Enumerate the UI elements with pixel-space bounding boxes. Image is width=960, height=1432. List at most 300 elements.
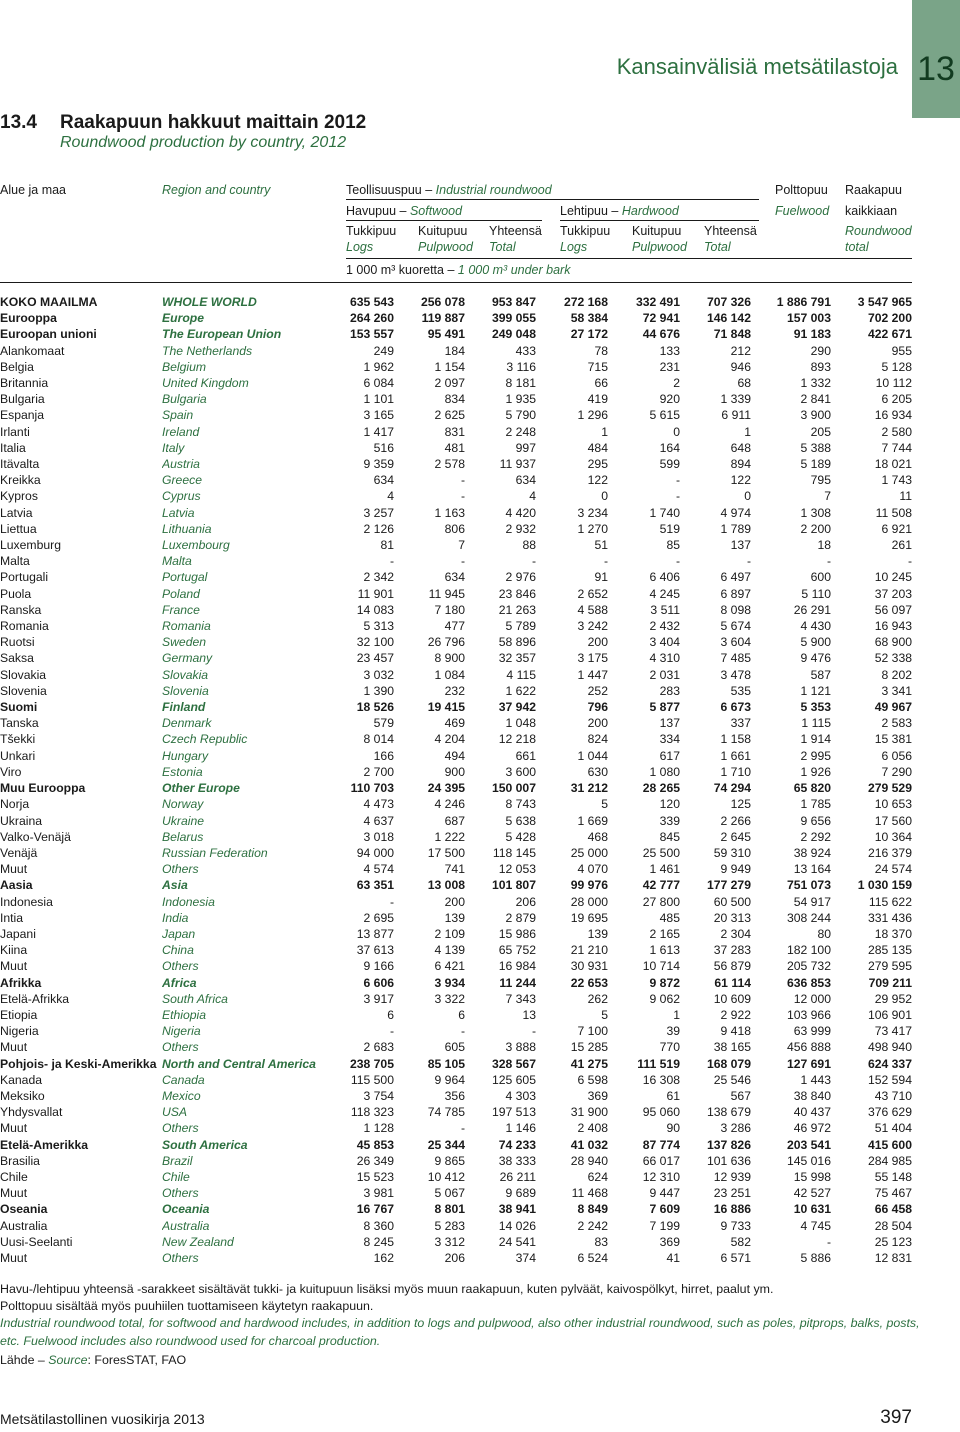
row-value: 900 — [444, 764, 465, 779]
row-value: 26 796 — [427, 635, 465, 650]
row-value: 177 279 — [706, 878, 751, 893]
row-value: 0 — [744, 489, 751, 504]
row-value: 1 926 — [800, 764, 831, 779]
row-value: 279 595 — [867, 959, 912, 974]
row-label-en: Romania — [162, 619, 211, 634]
row-label-en: Norway — [162, 797, 204, 812]
row-label-fi: Saksa — [0, 651, 34, 666]
row-label-en: Brazil — [162, 1153, 193, 1168]
table-row — [0, 326, 912, 342]
row-value: 11 — [899, 489, 912, 504]
row-value: 290 — [810, 343, 831, 358]
row-value: 28 940 — [570, 1153, 608, 1168]
row-value: 24 541 — [498, 1234, 536, 1249]
row-label-en: Slovenia — [162, 683, 209, 698]
row-value: 2 304 — [720, 926, 751, 941]
row-value: - — [675, 554, 680, 569]
row-value: 1 — [744, 424, 751, 439]
row-label-fi: Venäjä — [0, 845, 38, 860]
row-value: 2 932 — [505, 521, 536, 536]
row-value: 3 018 — [363, 829, 394, 844]
row-value: 6 524 — [577, 1250, 608, 1265]
row-value: 10 653 — [874, 797, 912, 812]
row-value: 38 924 — [793, 845, 831, 860]
row-value: 3 234 — [577, 505, 608, 520]
source-text: : ForesSTAT, FAO — [87, 1352, 187, 1367]
row-value: 2 580 — [881, 424, 912, 439]
row-value: 9 964 — [434, 1072, 465, 1087]
row-value: 31 900 — [570, 1105, 608, 1120]
table-row — [0, 1201, 912, 1217]
row-value: - — [531, 554, 536, 569]
row-value: 6 911 — [721, 408, 751, 423]
row-value: 5 674 — [720, 619, 751, 634]
row-value: 8 801 — [434, 1202, 465, 1217]
row-value: 87 774 — [642, 1137, 680, 1152]
row-value: 308 244 — [786, 910, 831, 925]
row-value: 3 917 — [363, 991, 394, 1006]
row-value: 10 631 — [793, 1202, 831, 1217]
table-row — [0, 472, 912, 488]
note-en: Industrial roundwood total, for softwood and hardwood includes, in addition to logs and pulpwood, also other industrial roundwood, such as poles, pitprops, balks, posts, etc. Fuelwood includes also roundwood used for charcoal production. — [0, 1316, 920, 1348]
row-value: 1 962 — [363, 359, 394, 374]
row-value: 419 — [587, 392, 608, 407]
row-label-fi: Brasilia — [0, 1153, 40, 1168]
row-value: 0 — [673, 424, 680, 439]
header-logs-fi-2: Tukkipuu — [560, 224, 611, 238]
header-softwood-fi: Havupuu – — [346, 204, 407, 218]
header-pulp-en-2: Pulpwood — [632, 240, 687, 254]
row-value: 137 826 — [706, 1137, 751, 1152]
row-value: - — [675, 473, 680, 488]
row-value: 11 508 — [875, 505, 912, 520]
row-value: 12 939 — [713, 1169, 751, 1184]
row-value: 9 949 — [720, 862, 751, 877]
row-value: 4 574 — [363, 862, 394, 877]
row-value: 2 408 — [577, 1121, 608, 1136]
row-label-fi: Japani — [0, 926, 36, 941]
row-label-fi: Viro — [0, 764, 22, 779]
row-value: 2 683 — [363, 1040, 394, 1055]
row-value: 137 — [730, 538, 751, 553]
row-value: 2 200 — [800, 521, 831, 536]
row-label-fi: Unkari — [0, 748, 36, 763]
row-label-en: Russian Federation — [162, 845, 268, 860]
row-value: 2 625 — [434, 408, 465, 423]
table-row — [0, 975, 912, 991]
row-value: 1 661 — [720, 748, 751, 763]
row-value: 741 — [444, 862, 465, 877]
header-logs-en: Logs — [346, 240, 374, 254]
header-logs-fi: Tukkipuu — [346, 224, 397, 238]
table-row — [0, 731, 912, 747]
row-value: 1 128 — [363, 1121, 394, 1136]
row-value: - — [460, 1121, 465, 1136]
row-value: 1 332 — [800, 376, 831, 391]
row-label-fi: Muut — [0, 959, 28, 974]
row-value: 18 — [817, 538, 831, 553]
row-value: 5 — [601, 797, 608, 812]
row-label-fi: Suomi — [0, 700, 38, 715]
row-value: 8 014 — [363, 732, 394, 747]
table-row — [0, 1056, 912, 1072]
row-value: 11 945 — [428, 586, 465, 601]
row-value: 8 900 — [434, 651, 465, 666]
header-rule-industrial — [346, 199, 759, 200]
row-value: 5 128 — [881, 359, 912, 374]
row-value: - — [603, 554, 608, 569]
row-label-en: North and Central America — [162, 1056, 316, 1071]
row-value: 46 972 — [793, 1121, 831, 1136]
row-value: 12 000 — [793, 991, 831, 1006]
table-row — [0, 343, 912, 359]
row-value: 115 500 — [350, 1072, 394, 1087]
row-value: 1 461 — [649, 862, 680, 877]
row-value: 5 189 — [800, 457, 831, 472]
row-value: 831 — [444, 424, 465, 439]
row-value: 332 491 — [635, 295, 680, 309]
row-value: 334 — [659, 732, 680, 747]
row-value: 25 000 — [570, 845, 608, 860]
row-value: 61 114 — [714, 975, 751, 990]
table-row — [0, 1023, 912, 1039]
row-value: 8 849 — [577, 1202, 608, 1217]
row-value: 4 — [387, 489, 394, 504]
row-value: 4 204 — [434, 732, 465, 747]
row-value: 59 310 — [713, 845, 751, 860]
row-value: 6 606 — [363, 975, 394, 990]
row-value: 376 629 — [867, 1105, 912, 1120]
row-value: 2 922 — [720, 1007, 751, 1022]
table-row — [0, 1169, 912, 1185]
row-value: 687 — [444, 813, 465, 828]
table-row — [0, 780, 912, 796]
row-label-en: Ukraine — [162, 813, 204, 828]
row-value: 7 199 — [649, 1218, 680, 1233]
row-value: 2 583 — [881, 716, 912, 731]
row-value: 20 313 — [713, 910, 751, 925]
header-pulp-en: Pulpwood — [418, 240, 473, 254]
row-label-fi: Luxemburg — [0, 538, 61, 553]
row-value: 4 310 — [649, 651, 680, 666]
row-label-en: USA — [162, 1105, 188, 1120]
table-row — [0, 310, 912, 326]
row-value: 125 — [730, 797, 751, 812]
row-value: 63 351 — [356, 878, 394, 893]
header-softwood-en: Softwood — [409, 204, 463, 218]
row-value: 2 342 — [363, 570, 394, 585]
row-label-fi: Kreikka — [0, 473, 41, 488]
row-value: 23 457 — [356, 651, 394, 666]
row-label-fi: Yhdysvallat — [0, 1105, 63, 1120]
row-value: 13 164 — [793, 862, 831, 877]
row-label-en: Germany — [162, 651, 213, 666]
row-value: 4 245 — [649, 586, 680, 601]
table-row — [0, 1104, 912, 1120]
row-value: 118 323 — [350, 1105, 394, 1120]
row-value: 9 865 — [434, 1153, 465, 1168]
row-value: 52 338 — [874, 651, 912, 666]
row-value: 206 — [515, 894, 536, 909]
row-value: 630 — [587, 764, 608, 779]
table-row — [0, 1153, 912, 1169]
table-row — [0, 424, 912, 440]
row-value: 118 145 — [492, 845, 536, 860]
row-value: 9 062 — [649, 991, 680, 1006]
row-value: 200 — [444, 894, 465, 909]
row-value: 7 — [458, 538, 465, 553]
row-value: 272 168 — [563, 295, 608, 309]
header-softwood — [346, 204, 462, 218]
table-row — [0, 877, 912, 893]
row-value: 200 — [587, 716, 608, 731]
row-value: 3 478 — [720, 667, 751, 682]
table-row — [0, 683, 912, 699]
row-value: 153 557 — [349, 327, 394, 342]
row-value: 702 200 — [867, 311, 912, 326]
row-value: 12 053 — [498, 862, 536, 877]
row-value: 81 — [380, 538, 394, 553]
row-label-en: South Africa — [162, 991, 228, 1006]
row-value: - — [389, 894, 394, 909]
row-value: 2 879 — [505, 910, 536, 925]
row-label-en: Spain — [162, 408, 194, 423]
row-value: 9 447 — [649, 1186, 680, 1201]
row-value: 25 344 — [427, 1137, 465, 1152]
row-label-en: Others — [162, 959, 199, 974]
row-value: 3 754 — [363, 1088, 394, 1103]
row-label-en: Australia — [162, 1218, 210, 1233]
row-value: 4 588 — [577, 602, 608, 617]
row-value: 72 941 — [642, 311, 680, 326]
header-rule-hardwood — [560, 220, 759, 221]
row-value: 1 613 — [649, 943, 680, 958]
row-value: 2 292 — [800, 829, 831, 844]
header-rule-bottom — [0, 282, 912, 283]
row-label-en: Nigeria — [162, 1024, 201, 1039]
row-value: 7 343 — [505, 991, 536, 1006]
row-value: 7 100 — [577, 1024, 608, 1039]
row-value: 11 468 — [571, 1186, 608, 1201]
row-label-fi: Puola — [0, 586, 32, 601]
table-row — [0, 1039, 912, 1055]
row-value: 283 — [659, 683, 680, 698]
row-value: 5 900 — [800, 635, 831, 650]
header-industrial — [346, 183, 552, 197]
row-value: 6 897 — [720, 586, 751, 601]
header-total-en: Total — [489, 240, 516, 254]
header-roundwood-fi2: kaikkiaan — [845, 204, 898, 218]
row-label-en: Slovakia — [162, 667, 209, 682]
row-value: 90 — [666, 1121, 680, 1136]
row-value: 469 — [444, 716, 465, 731]
row-label-fi: Latvia — [0, 505, 33, 520]
row-value: 634 — [515, 473, 536, 488]
header-rule-units — [346, 258, 912, 259]
row-value: 103 966 — [786, 1007, 831, 1022]
row-label-en: Portugal — [162, 570, 208, 585]
row-value: 1 743 — [881, 473, 912, 488]
row-value: 74 233 — [498, 1137, 536, 1152]
row-value: 567 — [730, 1088, 751, 1103]
row-value: 5 067 — [434, 1186, 465, 1201]
row-value: 6 205 — [881, 392, 912, 407]
row-label-fi: Muut — [0, 1121, 28, 1136]
row-value: 15 986 — [498, 926, 536, 941]
row-value: 61 — [666, 1088, 680, 1103]
row-label-en: Canada — [162, 1072, 205, 1087]
row-value: 7 180 — [434, 602, 465, 617]
row-value: 636 853 — [786, 975, 831, 990]
row-value: 85 — [666, 538, 680, 553]
table-row — [0, 667, 912, 683]
table-row — [0, 1007, 912, 1023]
row-value: - — [389, 1024, 394, 1039]
row-value: - — [826, 1234, 831, 1249]
row-value: 8 098 — [720, 602, 751, 617]
row-value: 3 312 — [434, 1234, 465, 1249]
row-value: 41 — [666, 1250, 680, 1265]
row-value: 8 743 — [505, 797, 536, 812]
row-value: 249 048 — [491, 327, 536, 342]
row-value: 164 — [659, 440, 680, 455]
row-value: 1 296 — [577, 408, 608, 423]
row-value: 10 364 — [874, 829, 912, 844]
row-value: 122 — [730, 473, 751, 488]
row-value: 85 105 — [427, 1056, 465, 1071]
table-row — [0, 1234, 912, 1250]
row-value: 3 404 — [649, 635, 680, 650]
header-rule-softwood — [346, 220, 542, 221]
row-value: 37 283 — [713, 943, 751, 958]
row-value: 1 622 — [505, 683, 536, 698]
row-value: 4 745 — [800, 1218, 831, 1233]
row-value: 433 — [515, 343, 536, 358]
row-label-fi: Itävalta — [0, 457, 40, 472]
row-value: 634 — [444, 570, 465, 585]
row-value: 99 976 — [570, 878, 608, 893]
row-value: 42 777 — [642, 878, 680, 893]
table-row — [0, 505, 912, 521]
table-row — [0, 407, 912, 423]
row-value: 624 337 — [867, 1056, 912, 1071]
row-value: 1 121 — [800, 683, 831, 698]
row-value: 31 212 — [570, 781, 608, 796]
row-value: 2 432 — [649, 619, 680, 634]
row-value: 6 421 — [434, 959, 465, 974]
row-value: 4 — [529, 489, 536, 504]
row-value: 1 222 — [434, 829, 465, 844]
row-value: 14 026 — [498, 1218, 536, 1233]
row-value: 481 — [444, 440, 465, 455]
row-value: 73 417 — [874, 1024, 912, 1039]
row-value: 997 — [515, 440, 536, 455]
row-value: 38 165 — [713, 1040, 751, 1055]
row-label-en: Ethiopia — [162, 1007, 207, 1022]
row-value: 1 710 — [720, 764, 751, 779]
row-value: 456 888 — [786, 1040, 831, 1055]
row-label-fi: Romania — [0, 619, 49, 634]
row-value: 2 700 — [363, 764, 394, 779]
row-value: 8 181 — [505, 376, 536, 391]
row-label-fi: Australia — [0, 1218, 48, 1233]
row-value: 111 519 — [637, 1056, 680, 1071]
table-row — [0, 845, 912, 861]
row-value: 2 841 — [800, 392, 831, 407]
row-value: 6 — [387, 1007, 394, 1022]
row-label-en: Africa — [162, 975, 197, 990]
row-value: 4 070 — [577, 862, 608, 877]
row-value: 168 079 — [706, 1056, 751, 1071]
row-value: 101 636 — [706, 1153, 751, 1168]
row-value: 262 — [587, 991, 608, 1006]
row-value: 12 310 — [642, 1169, 680, 1184]
row-value: 328 567 — [491, 1056, 536, 1071]
table-row — [0, 440, 912, 456]
row-value: 256 078 — [420, 295, 465, 309]
row-value: 5 — [601, 1007, 608, 1022]
row-value: 23 251 — [713, 1186, 751, 1201]
row-value: 51 404 — [874, 1121, 912, 1136]
row-value: 49 967 — [874, 700, 912, 715]
section-title-en: Roundwood production by country, 2012 — [60, 134, 347, 151]
row-label-en: Europe — [162, 311, 204, 326]
row-label-fi: Indonesia — [0, 894, 53, 909]
row-value: 119 887 — [421, 311, 465, 326]
row-value: 15 285 — [570, 1040, 608, 1055]
row-value: 3 547 965 — [857, 295, 912, 309]
row-value: 4 303 — [505, 1088, 536, 1103]
row-value: 7 290 — [881, 764, 912, 779]
row-value: 18 526 — [356, 700, 394, 715]
row-value: 139 — [444, 910, 465, 925]
row-value: - — [746, 554, 751, 569]
row-value: 5 638 — [505, 813, 536, 828]
row-value: 295 — [587, 457, 608, 472]
row-value: 10 112 — [875, 376, 912, 391]
row-value: 9 872 — [649, 975, 680, 990]
row-value: 56 879 — [713, 959, 751, 974]
row-value: 232 — [444, 683, 465, 698]
row-value: 3 600 — [505, 764, 536, 779]
row-value: - — [826, 554, 831, 569]
row-value: 25 546 — [713, 1072, 751, 1087]
row-value: 66 458 — [874, 1202, 912, 1217]
row-value: 29 952 — [874, 991, 912, 1006]
row-label-en: Bulgaria — [162, 392, 207, 407]
row-value: 955 — [891, 343, 912, 358]
row-label-en: South America — [162, 1137, 248, 1152]
row-value: 468 — [587, 829, 608, 844]
section-title-fi: Raakapuun hakkuut maittain 2012 — [60, 112, 367, 133]
row-value: 7 744 — [881, 440, 912, 455]
row-label-en: Indonesia — [162, 894, 215, 909]
table-row — [0, 650, 912, 666]
row-value: 709 211 — [868, 975, 912, 990]
row-value: 38 941 — [498, 1202, 536, 1217]
row-label-fi: Ruotsi — [0, 635, 35, 650]
row-value: 795 — [810, 473, 831, 488]
row-value: 55 148 — [874, 1169, 912, 1184]
row-value: 115 622 — [868, 894, 912, 909]
row-label-fi: Nigeria — [0, 1024, 39, 1039]
row-label-en: Sweden — [162, 635, 207, 650]
row-value: 5 428 — [505, 829, 536, 844]
row-value: 4 974 — [720, 505, 751, 520]
row-value: 415 600 — [867, 1137, 912, 1152]
row-value: 1 101 — [363, 392, 394, 407]
row-value: 751 073 — [786, 878, 831, 893]
